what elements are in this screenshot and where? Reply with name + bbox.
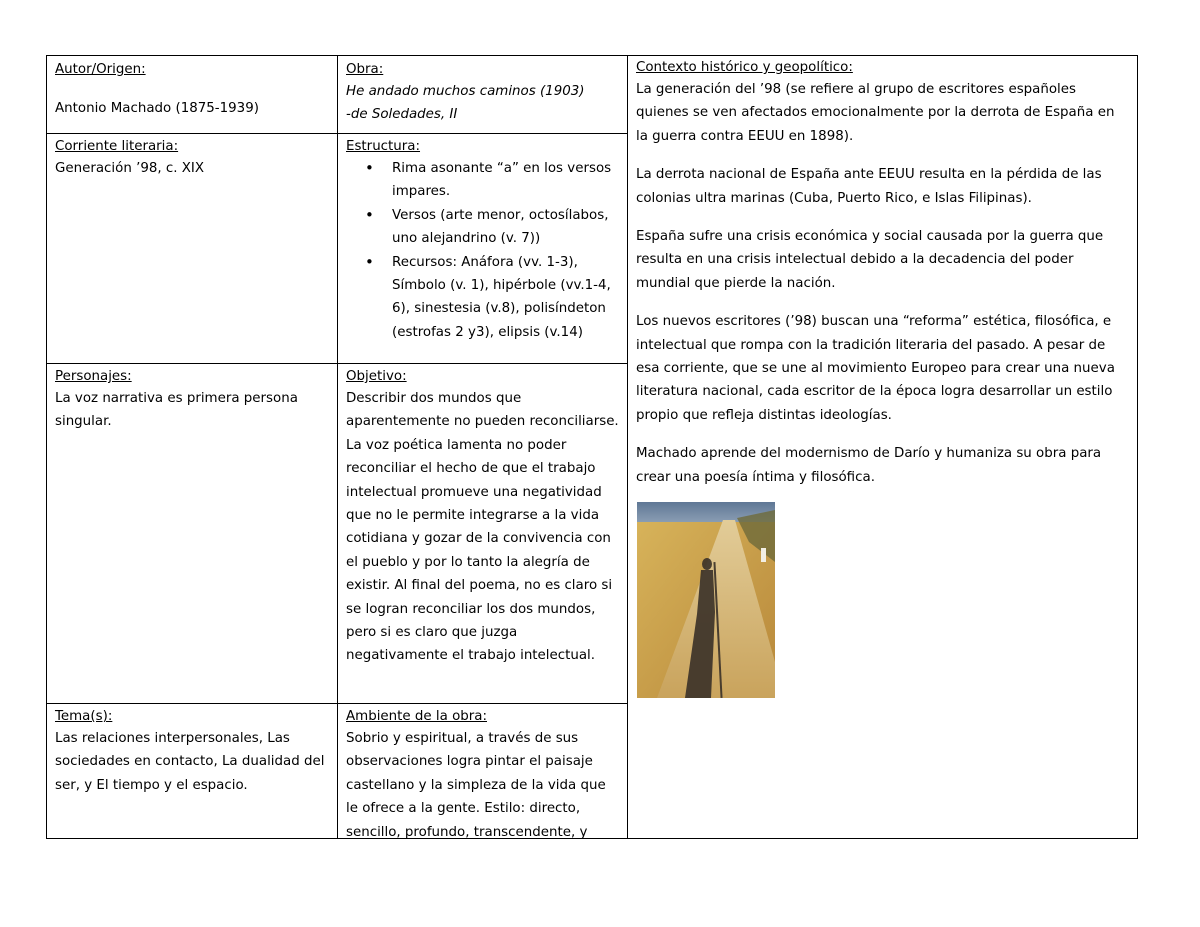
border-bottom — [46, 838, 1138, 839]
temas-value: Las relaciones interpersonales, Las sociedades en contacto, La dualidad del ser, y El tiempo y el espacio. — [55, 731, 325, 793]
road-shadow-photo — [637, 502, 775, 698]
contexto-paragraph-1: La generación del ’98 (se refiere al grupo de escritores españoles quienes se ven afectados emocionalmente por la derrota de España en la guerra contra EEUU en 1898). — [636, 82, 1115, 144]
contexto-paragraph-5: Machado aprende del modernismo de Darío y humaniza su obra para crear una poesía íntima y filosófica. — [636, 446, 1102, 485]
cell-estructura — [338, 134, 627, 363]
cell-autor — [47, 56, 337, 133]
obra-heading: Obra: — [346, 62, 384, 77]
border-right — [1137, 55, 1138, 839]
personajes-value: La voz narrativa es primera persona singular. — [55, 391, 298, 430]
cell-ambiente — [338, 704, 627, 838]
corriente-heading: Corriente literaria: — [55, 139, 179, 154]
estructura-item-2: • Versos (arte menor, octosílabos, uno alejandrino (v. 7)) — [392, 204, 619, 251]
cell-personajes — [47, 364, 337, 703]
autor-heading: Autor/Origen: — [55, 62, 146, 77]
ambiente-value: Sobrio y espiritual, a través de sus observaciones logra pintar el paisaje castellano y la simpleza de la vida que le ofrece a la gente. Estilo: directo, sencillo, profundo, transcendente, y — [346, 731, 606, 838]
autor-value: Antonio Machado (1875-1939) — [55, 101, 259, 117]
estructura-list — [346, 157, 619, 344]
cell-obra — [338, 56, 627, 133]
objetivo-value: Describir dos mundos que aparentemente no pueden reconciliarse. La voz poética lamenta no poder reconciliar el hecho de que el trabajo intelectual promueve una negatividad que no le permite integrarse a la vida cotidiana y gozar de la convivencia con el pueblo y por lo tanto la alegría de existir. Al final del poema, no es claro si se logran reconciliar los dos mundos, pero si es claro que juzga negativamente el trabajo intelectual. — [346, 391, 619, 664]
personajes-heading: Personajes: — [55, 369, 132, 384]
obra-source: -de Soledades, II — [346, 107, 458, 123]
photo-marker-post — [761, 548, 766, 562]
cell-corriente — [47, 134, 337, 363]
estructura-item-1: • Rima asonante “a” en los versos impares. — [392, 157, 619, 204]
contexto-paragraph-2: La derrota nacional de España ante EEUU resulta en la pérdida de las colonias ultra marinas (Cuba, Puerto Rico, e Islas Filipinas). — [636, 167, 1102, 206]
contexto-heading: Contexto histórico y geopolítico: — [636, 60, 853, 75]
cell-contexto — [628, 56, 1137, 838]
cell-temas — [47, 704, 337, 838]
contexto-paragraph-3: España sufre una crisis económica y social causada por la guerra que resulta en una crisis intelectual debido a la decadencia del poder mundial que pierde la nación. — [636, 229, 1104, 291]
temas-heading: Tema(s): — [55, 709, 113, 724]
cell-objetivo — [338, 364, 627, 703]
corriente-value: Generación ’98, c. XIX — [55, 161, 205, 176]
ambiente-heading: Ambiente de la obra: — [346, 709, 487, 724]
objetivo-heading: Objetivo: — [346, 369, 407, 384]
estructura-item-3: • Recursos: Anáfora (vv. 1-3), Símbolo (v. 1), hipérbole (vv.1-4, 6), sinestesia (v.8), polisíndeton (estrofas 2 y3), elipsis (v.14) — [392, 251, 619, 345]
contexto-paragraph-4: Los nuevos escritores (’98) buscan una “reforma” estética, filosófica, e intelectual que rompa con la tradición literaria del pasado. A pesar de esa corriente, que se une al movimiento Europeo para crear una nueva literatura nacional, cada escritor de la época logra desarrollar un estilo propio que refleja distintas ideologías. — [636, 314, 1115, 423]
estructura-heading: Estructura: — [346, 139, 421, 154]
obra-title: He andado muchos caminos (1903) — [346, 84, 585, 100]
